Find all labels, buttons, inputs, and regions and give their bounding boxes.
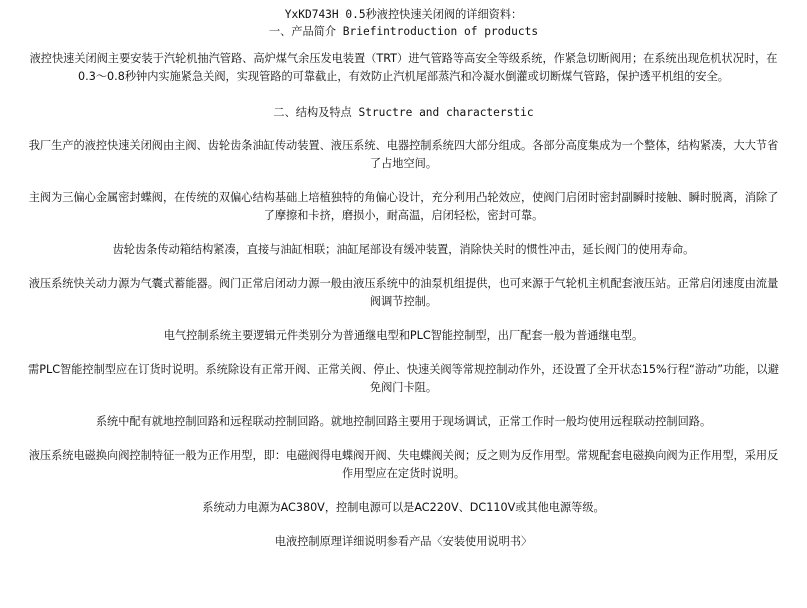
section-2-heading: 二、结构及特点 Structre and characterstic	[273, 106, 534, 119]
paragraph-main-valve: 主阀为三偏心金属密封蝶阀，在传统的双偏心结构基础上培植独特的角偏心设计，充分利用凸轮效应，使阀门启闭时密封副瞬时接触、瞬时脱离，消除了了摩擦和卡挤，磨损小，耐高温，启闭轻松，密封可靠。	[28, 191, 779, 222]
paragraph-hydraulic: 液压系统快关动力源为气囊式蓄能器。阀门正常启闭动力源一般由液压系统中的油泵机组提供，也可来源于气轮机主机配套液压站。正常启闭速度由流量阀调节控制。	[28, 277, 779, 308]
paragraph-power: 系统动力电源为AC380V，控制电源可以是AC220V、DC110V或其他电源等级。	[202, 501, 605, 514]
section-1-body: 液控快速关闭阀主要安装于汽轮机抽汽管路、高炉煤气余压发电装置（TRT）进气管路等高安全等级系统，作紧急切断阀用；在系统出现危机状况时，在0.3～0.8秒钟内实施紧急关阀，实现管路的可靠截止，有效防止汽机尾部蒸汽和冷凝水倒灌或切断煤气管路，保护透平机组的安全。	[29, 52, 778, 83]
paragraph-electrical: 电气控制系统主要逻辑元件类别分为普通继电型和PLC智能控制型，出厂配套一般为普通继电型。	[163, 329, 644, 342]
paragraph-manual-reference: 电液控制原理详细说明参看产品〈安装使用说明书〉	[274, 535, 533, 548]
paragraph-structure: 我厂生产的液控快速关闭阀由主阀、齿轮齿条油缸传动装置、液压系统、电器控制系统四大部分组成。各部分高度集成为一个整体，结构紧凑，大大节省了占地空间。	[28, 139, 779, 170]
section-1-heading: 一、产品简介 Briefintroduction of products	[268, 25, 539, 38]
paragraph-solenoid: 液压系统电磁换向阀控制特征一般为正作用型，即：电磁阀得电蝶阀开阀、失电蝶阀关阀；反之则为反作用型。常规配套电磁换向阀为正作用型，采用反作用型应在定货时说明。	[28, 449, 779, 480]
document-title: YxKD743H 0.5秒液控快速关闭阀的详细资料：	[284, 8, 523, 21]
paragraph-gear-box: 齿轮齿条传动箱结构紧凑，直接与油缸相联；油缸尾部设有缓冲装置，消除快关时的惯性冲击，延长阀门的使用寿命。	[112, 243, 695, 256]
paragraph-plc: 需PLC智能控制型应在订货时说明。系统除设有正常开阀、正常关阀、停止、快速关阀等常规控制动作外，还设置了全开状态15%行程“游动”功能，以避免阀门卡阻。	[28, 363, 779, 394]
paragraph-control-loops: 系统中配有就地控制回路和远程联动控制回路。就地控制回路主要用于现场调试，正常工作时一般均使用远程联动控制回路。	[95, 415, 712, 428]
